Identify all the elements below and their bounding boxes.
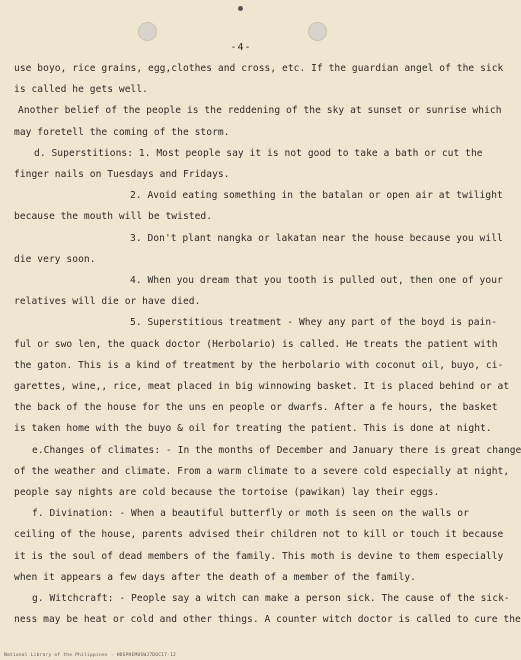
text-line: ful or swo len, the quack doctor (Herbolario) is called. He treats the patient with [14, 338, 498, 350]
text-line: is called he gets well. [14, 84, 148, 96]
text-line: 5. Superstitious treatment - Whey any part of the boyd is pain- [130, 317, 498, 329]
page-number: -4- [230, 42, 252, 53]
text-line: is taken home with the buyo & oil for treating the patient. This is done at night. [14, 423, 492, 435]
text-line: 4. When you dream that you tooth is pulled out, then one of your [130, 275, 503, 287]
text-line: because the mouth will be twisted. [14, 211, 213, 223]
text-line: Another belief of the people is the reddening of the sky at sunset or sunrise which [18, 105, 502, 117]
punch-hole-left [138, 22, 157, 41]
text-line: people say nights are cold because the tortoise (pawikan) lay their eggs. [14, 487, 440, 499]
document-body [14, 58, 521, 630]
text-line: relatives will die or have died. [14, 296, 201, 308]
text-line: die very soon. [14, 253, 96, 265]
text-line: g. Witchcraft: - People say a witch can make a person sick. The cause of the sick- [32, 593, 510, 605]
text-line: the back of the house for the uns en people or dwarfs. After a fe hours, the basket [14, 402, 498, 414]
text-line: 2. Avoid eating something in the batalan or open air at twilight [130, 190, 503, 202]
text-line: use boyo, rice grains, egg,clothes and cross, etc. If the guardian angel of the sick [14, 63, 504, 74]
text-line: finger nails on Tuesdays and Fridays. [14, 169, 230, 181]
text-line: 3. Don't plant nangka or lakatan near the house because you will [130, 232, 503, 244]
text-line: it is the soul of dead members of the family. This moth is devine to them especially [14, 550, 504, 562]
text-line: e.Changes of climates: - In the months of December and January there is great change [32, 444, 521, 456]
archive-footer: National Library of the Philippines · HDSPHEMUSWJ7DOC17-12 [4, 653, 177, 658]
pin-mark [238, 6, 243, 11]
text-line: when it appears a few days after the death of a member of the family. [14, 571, 416, 583]
text-line: d. Superstitions: 1. Most people say it is not good to take a bath or cut the [34, 147, 483, 159]
text-line: ceiling of the house, parents advised their children not to kill or touch it because [14, 529, 504, 541]
text-line: of the weather and climate. From a warm climate to a severe cold especially at night, [14, 465, 510, 477]
text-line: ness may be heat or cold and other things. A counter witch doctor is called to cure the [14, 614, 521, 626]
text-line: may foretell the coming of the storm. [14, 126, 230, 138]
text-line: f. Divination: - When a beautiful butterfly or moth is seen on the walls or [32, 508, 469, 520]
punch-hole-right [308, 22, 327, 41]
text-line: garettes, wine,, rice, meat placed in big winnowing basket. It is placed behind or at [14, 381, 510, 393]
text-line: the gaton. This is a kind of treatment by the herbolario with coconut oil, buyo, ci- [14, 359, 504, 371]
